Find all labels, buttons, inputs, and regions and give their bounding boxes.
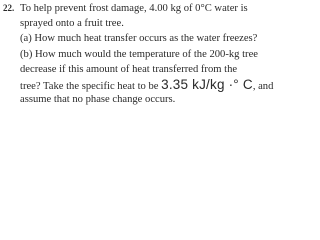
part-b-question-line-2: decrease if this amount of heat transferred from the xyxy=(20,63,238,75)
problem-text xyxy=(20,1,312,107)
specific-heat-value: 3.35 kJ/kg ·° C xyxy=(161,76,253,92)
part-b-question-line-4: assume that no phase change occurs. xyxy=(20,94,176,106)
problem-line-1: To help prevent frost damage, 4.00 kg of 0°C water is xyxy=(20,3,248,14)
problem-number: 22. xyxy=(3,3,15,13)
problem-22 xyxy=(0,0,314,120)
specific-heat-suffix: , and xyxy=(252,80,274,92)
part-b-question-line-1: (b) How much would the temperature of the 200-kg tree xyxy=(20,48,258,60)
part-b-question-line-3 xyxy=(20,77,312,92)
specific-heat-prefix: tree? Take the specific heat to be xyxy=(20,80,162,92)
problem-line-2: sprayed onto a fruit tree. xyxy=(20,18,124,30)
part-a-question: (a) How much heat transfer occurs as the water freezes? xyxy=(20,33,258,45)
